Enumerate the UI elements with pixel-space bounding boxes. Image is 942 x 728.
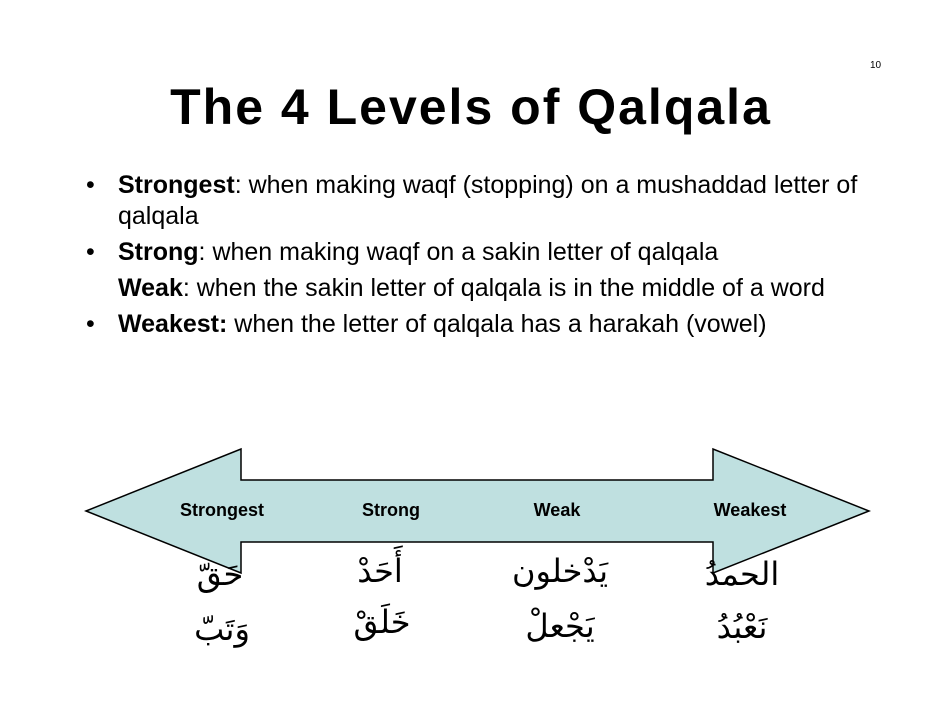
label-strong: Strong [362, 500, 420, 520]
example-weakest-1: الحمدُ [704, 555, 780, 593]
example-strong-2: خَلَقْ [353, 603, 411, 641]
label-weak: Weak [533, 500, 581, 520]
slide-title: The 4 Levels of Qalqala [170, 79, 772, 135]
label-weakest: Weakest [713, 500, 787, 520]
bullet-marker: • [86, 238, 95, 266]
term-weakest: Weakest: [118, 310, 228, 338]
bullet-marker: • [86, 310, 95, 338]
example-strongest-1: حَقّ [196, 555, 244, 593]
example-strong-1: أَحَدْ [357, 552, 403, 590]
slide-number: 10 [870, 60, 882, 71]
bullet-marker: • [86, 171, 95, 199]
desc-strongest: : when making waqf (stopping) on a mushaddad letter of qalqala [118, 171, 858, 230]
term-weak: Weak [118, 274, 183, 302]
desc-strong: : when making waqf on a sakin letter of qalqala [198, 238, 719, 266]
desc-weak: : when the sakin letter of qalqala is in the middle of a word [182, 274, 825, 302]
term-strong: Strong [118, 238, 199, 266]
label-strongest: Strongest [179, 500, 264, 520]
term-strongest: Strongest [118, 171, 235, 199]
example-strongest-2: وَتَبّ [194, 610, 250, 648]
example-weakest-2: نَعْبُدُ [716, 608, 768, 646]
example-weak-2: يَجْعلْ [525, 607, 595, 645]
example-weak-1: يَدْخلون [511, 552, 609, 590]
desc-weakest: when the letter of qalqala has a harakah (vowel) [227, 310, 767, 338]
